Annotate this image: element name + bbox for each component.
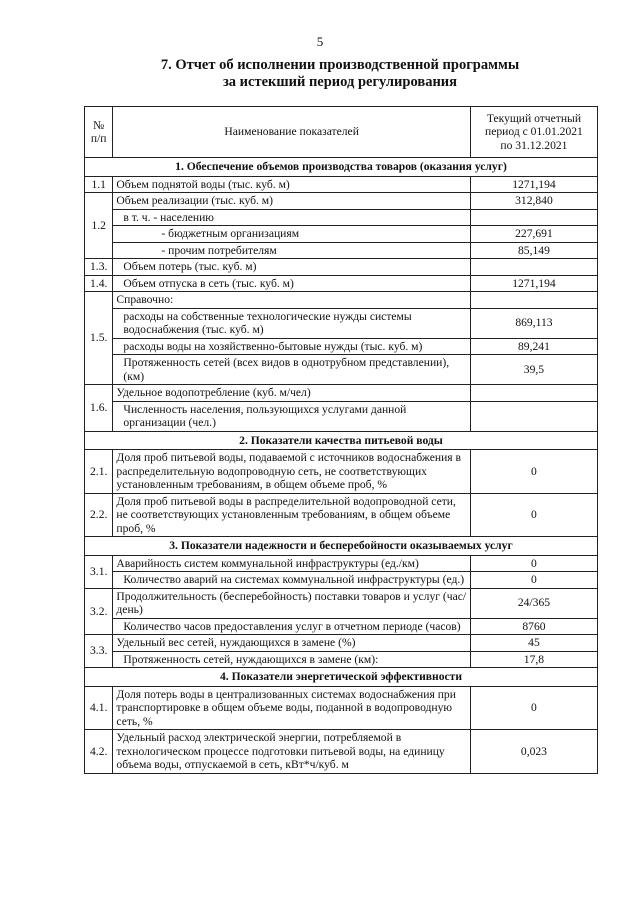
row-num: 1.6. bbox=[85, 385, 113, 432]
row-value: 0 bbox=[470, 572, 597, 589]
row-num: 4.2. bbox=[85, 730, 113, 774]
row-value: 312,840 bbox=[470, 193, 597, 210]
row-name: - прочим потребителям bbox=[113, 242, 470, 259]
row-name: Численность населения, пользующихся услугами данной организации (чел.) bbox=[113, 401, 470, 431]
row-name: Аварийность систем коммунальной инфраструктуры (ед./км) bbox=[113, 555, 470, 572]
report-title bbox=[80, 57, 600, 91]
table-row bbox=[85, 338, 598, 355]
table-row bbox=[85, 226, 598, 243]
table-row bbox=[85, 385, 598, 402]
row-name: Объем поднятой воды (тыс. куб. м) bbox=[113, 176, 470, 193]
table-row bbox=[85, 308, 598, 338]
table-row bbox=[85, 588, 598, 618]
row-name: Количество аварий на системах коммунальной инфраструктуры (ед.) bbox=[113, 572, 470, 589]
row-name: расходы воды на хозяйственно-бытовые нужды (тыс. куб. м) bbox=[113, 338, 470, 355]
table-row bbox=[85, 355, 598, 385]
row-name: Удельный расход электрической энергии, потребляемой в технологическом процессе подготовки питьевой воды, на единицу объема воды, отпускаемой в сеть, кВт*ч/куб. м bbox=[113, 730, 470, 774]
section-title: 3. Показатели надежности и бесперебойности оказываемых услуг bbox=[85, 537, 598, 556]
row-num: 3.1. bbox=[85, 555, 113, 588]
row-value: 227,691 bbox=[470, 226, 597, 243]
row-value: 0,023 bbox=[470, 730, 597, 774]
table-header-row bbox=[85, 107, 598, 158]
table-row bbox=[85, 686, 598, 730]
row-name: Справочно: bbox=[113, 292, 470, 309]
page-number: 5 bbox=[316, 34, 324, 49]
table-row bbox=[85, 401, 598, 431]
row-value: 89,241 bbox=[470, 338, 597, 355]
title-line-1: 7. Отчет об исполнении производственной программы bbox=[160, 57, 520, 73]
row-value: 1271,194 bbox=[470, 275, 597, 292]
table-row bbox=[85, 730, 598, 774]
section-title: 4. Показатели энергетической эффективности bbox=[85, 668, 598, 687]
row-value: 39,5 bbox=[470, 355, 597, 385]
row-name: Доля проб питьевой воды, подаваемой с источников водоснабжения в распределительную водопроводную сеть, не соответствующих установленным требованиям, в общем объеме проб, % bbox=[113, 450, 470, 494]
row-value: 17,8 bbox=[470, 651, 597, 668]
table-row bbox=[85, 176, 598, 193]
section-title: 2. Показатели качества питьевой воды bbox=[85, 431, 598, 450]
row-value: 85,149 bbox=[470, 242, 597, 259]
table-row bbox=[85, 209, 598, 226]
row-num: 3.3. bbox=[85, 635, 113, 668]
row-name: - бюджетным организациям bbox=[113, 226, 470, 243]
row-name: Объем потерь (тыс. куб. м) bbox=[113, 259, 470, 276]
row-num: 4.1. bbox=[85, 686, 113, 730]
row-num: 1.4. bbox=[85, 275, 113, 292]
row-name: Протяженность сетей, нуждающихся в замене (км): bbox=[113, 651, 470, 668]
row-value bbox=[470, 209, 597, 226]
row-num: 3.2. bbox=[85, 588, 113, 635]
row-value bbox=[470, 292, 597, 309]
header-name: Наименование показателей bbox=[113, 107, 470, 158]
row-name: Продолжительность (бесперебойность) поставки товаров и услуг (час/день) bbox=[113, 588, 470, 618]
row-name: Удельное водопотребление (куб. м/чел) bbox=[113, 385, 470, 402]
table-row bbox=[85, 493, 598, 537]
section-header bbox=[85, 668, 598, 687]
row-name: Доля проб питьевой воды в распределительной водопроводной сети, не соответствующих установленным требованиям, в общем объеме проб, % bbox=[113, 493, 470, 537]
section-header bbox=[85, 158, 598, 177]
row-name: Объем отпуска в сеть (тыс. куб. м) bbox=[113, 275, 470, 292]
row-num: 1.1 bbox=[85, 176, 113, 193]
section-header bbox=[85, 431, 598, 450]
row-name: расходы на собственные технологические нужды системы водоснабжения (тыс. куб. м) bbox=[113, 308, 470, 338]
table-row bbox=[85, 275, 598, 292]
row-value: 869,113 bbox=[470, 308, 597, 338]
row-value bbox=[470, 259, 597, 276]
row-value: 8760 bbox=[470, 618, 597, 635]
header-period: Текущий отчетный период с 01.01.2021 по 31.12.2021 bbox=[470, 107, 597, 158]
table-row bbox=[85, 193, 598, 210]
table-row bbox=[85, 572, 598, 589]
table-row bbox=[85, 450, 598, 494]
row-value: 0 bbox=[470, 686, 597, 730]
table-row bbox=[85, 651, 598, 668]
section-header bbox=[85, 537, 598, 556]
section-title: 1. Обеспечение объемов производства товаров (оказания услуг) bbox=[85, 158, 598, 177]
row-value: 24/365 bbox=[470, 588, 597, 618]
table-row bbox=[85, 555, 598, 572]
title-line-2: за истекший период регулирования bbox=[222, 74, 458, 90]
row-name: Объем реализации (тыс. куб. м) bbox=[113, 193, 470, 210]
row-num: 1.5. bbox=[85, 292, 113, 385]
row-name: Доля потерь воды в централизованных системах водоснабжения при транспортировке в общем объеме воды, поданной в водопроводную сеть, % bbox=[113, 686, 470, 730]
table-row bbox=[85, 618, 598, 635]
row-value bbox=[470, 385, 597, 402]
header-num: № п/п bbox=[85, 107, 113, 158]
row-value: 0 bbox=[470, 450, 597, 494]
row-value bbox=[470, 401, 597, 431]
row-name: Количество часов предоставления услуг в отчетном периоде (часов) bbox=[113, 618, 470, 635]
row-name: Протяженность сетей (всех видов в однотрубном представлении), (км) bbox=[113, 355, 470, 385]
row-num: 1.3. bbox=[85, 259, 113, 276]
table-row bbox=[85, 259, 598, 276]
row-num: 1.2 bbox=[85, 193, 113, 259]
report-table bbox=[84, 106, 598, 774]
row-num: 2.2. bbox=[85, 493, 113, 537]
row-value: 1271,194 bbox=[470, 176, 597, 193]
row-name: в т. ч. - населению bbox=[113, 209, 470, 226]
table-row bbox=[85, 635, 598, 652]
row-name: Удельный вес сетей, нуждающихся в замене (%) bbox=[113, 635, 470, 652]
row-value: 0 bbox=[470, 493, 597, 537]
table-row bbox=[85, 242, 598, 259]
table-row bbox=[85, 292, 598, 309]
row-value: 45 bbox=[470, 635, 597, 652]
row-value: 0 bbox=[470, 555, 597, 572]
row-num: 2.1. bbox=[85, 450, 113, 494]
